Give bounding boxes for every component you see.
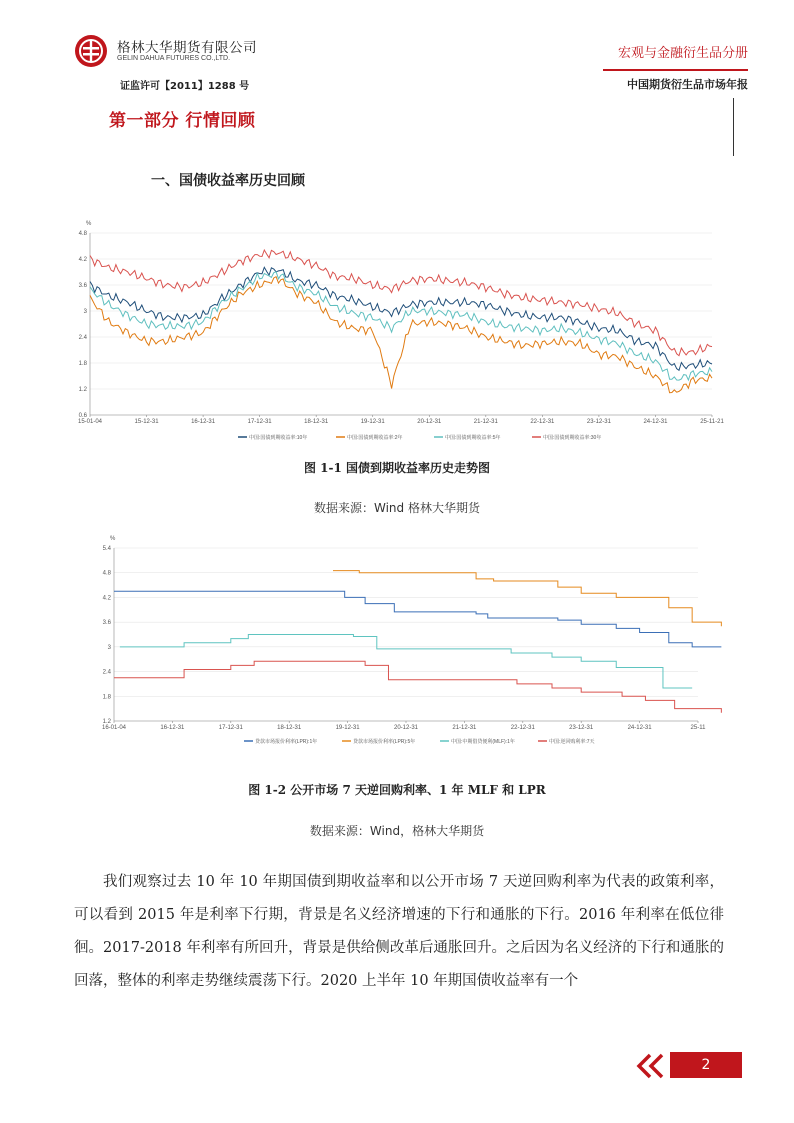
legend-label: 中国:中期借贷便利(MLF):1年 <box>451 739 515 745</box>
x-tick-label: 22-12-31 <box>510 725 535 731</box>
company-logo-icon <box>74 34 108 68</box>
series-line <box>114 591 721 647</box>
x-tick-label: 19-12-31 <box>335 725 360 731</box>
license-number: 证监许可【2011】1288 号 <box>120 81 250 92</box>
paragraph-text: 我们观察过去 10 年 10 年期国债到期收益率和以公开市场 7 天逆回购利率为代表的政策利率，可以看到 2015 年是利率下行期，背景是名义经济增速的下行和通胀的下行。2016 年利率在低位徘徊。2017-2018 年利率有所回升，背景是供给侧改革后通胀回升。之后因为名义经济的下行和通胀的回落，整体的利率走势继续震荡下行。2020 上半年 10 年期国债收益率有一个 <box>74 874 724 989</box>
x-tick-label: 17-12-31 <box>218 725 243 731</box>
x-tick-label: 18-12-31 <box>304 419 329 425</box>
double-chevron-left-icon <box>636 1053 666 1079</box>
y-tick-label: 1.8 <box>78 361 87 367</box>
company-name-cn: 格林大华期货有限公司 <box>117 40 257 56</box>
y-tick-label: 3.6 <box>78 283 87 289</box>
legend-label: 中国:国债到期收益率:5年 <box>445 435 501 441</box>
y-tick-label: 1.8 <box>102 694 111 701</box>
chart-policy-rates <box>86 533 720 748</box>
y-tick-label: 4.8 <box>78 231 87 237</box>
legend-label: 中国:国债到期收益率:30年 <box>543 435 602 441</box>
legend-label: 贷款市场报价利率(LPR):1年 <box>255 739 318 745</box>
y-tick-label: 3 <box>107 644 111 651</box>
legend-label: 中国:逆回购利率:7天 <box>549 739 595 745</box>
x-tick-label: 25-11-21 <box>700 419 724 425</box>
y-unit-label: % <box>86 221 92 227</box>
x-tick-label: 15-12-31 <box>134 419 159 425</box>
x-tick-label: 25-11 <box>690 725 706 731</box>
series-title: 宏观与金融衍生品分册 <box>617 46 748 61</box>
page-number: 2 <box>670 1052 742 1078</box>
figure1-caption: 图 1-1 国债到期收益率历史走势图 <box>303 461 491 475</box>
y-tick-label: 4.2 <box>78 257 87 263</box>
y-tick-label: 1.2 <box>78 387 87 393</box>
x-tick-label: 19-12-31 <box>360 419 385 425</box>
x-tick-label: 16-01-04 <box>101 725 127 731</box>
chart-treasury-yields <box>70 212 724 448</box>
x-tick-label: 22-12-31 <box>530 419 555 425</box>
y-tick-label: 3 <box>83 309 87 315</box>
y-tick-label: 5.4 <box>102 546 111 552</box>
figure1-source: 数据来源：Wind 格林大华期货 <box>314 501 480 515</box>
x-tick-label: 17-12-31 <box>247 419 272 425</box>
x-tick-label: 20-12-31 <box>417 419 442 425</box>
y-tick-label: 0.6 <box>78 413 87 419</box>
header-divider <box>603 69 748 71</box>
figure2-source: 数据来源：Wind，格林大华期货 <box>309 824 485 838</box>
y-tick-label: 2.4 <box>102 669 111 676</box>
series-line <box>90 250 712 356</box>
y-tick-label: 2.4 <box>78 335 87 341</box>
x-tick-label: 24-12-31 <box>643 419 668 425</box>
vertical-divider <box>733 98 734 156</box>
x-tick-label: 21-12-31 <box>473 419 498 425</box>
x-tick-label: 18-12-31 <box>277 725 302 731</box>
y-tick-label: 3.6 <box>102 620 111 627</box>
body-paragraph <box>74 866 724 998</box>
y-tick-label: 4.8 <box>102 570 111 577</box>
legend-label: 贷款市场报价利率(LPR):5年 <box>353 739 416 745</box>
y-tick-label: 1.2 <box>102 719 111 725</box>
legend-label: 中国:国债到期收益率:10年 <box>249 435 308 441</box>
x-tick-label: 16-12-31 <box>191 419 216 425</box>
x-tick-label: 23-12-31 <box>569 725 594 731</box>
company-name-en: GELIN DAHUA FUTURES CO.,LTD. <box>117 55 231 62</box>
x-tick-label: 16-12-31 <box>160 725 185 731</box>
x-tick-label: 21-12-31 <box>452 725 477 731</box>
legend-label: 中国:国债到期收益率:2年 <box>347 435 403 441</box>
x-tick-label: 23-12-31 <box>586 419 611 425</box>
section-title: 一、国债收益率历史回顾 <box>151 173 305 189</box>
x-tick-label: 15-01-04 <box>77 419 103 425</box>
series-line <box>90 277 712 393</box>
x-tick-label: 20-12-31 <box>393 725 419 731</box>
series-line <box>114 661 721 712</box>
x-tick-label: 24-12-31 <box>627 725 652 731</box>
y-unit-label: % <box>110 536 116 542</box>
part-title: 第一部分 行情回顾 <box>109 111 256 131</box>
report-title: 中国期货衍生品市场年报 <box>627 78 748 91</box>
figure2-caption: 图 1-2 公开市场 7 天逆回购利率、1 年 MLF 和 LPR <box>248 783 546 797</box>
y-tick-label: 4.2 <box>102 595 111 602</box>
